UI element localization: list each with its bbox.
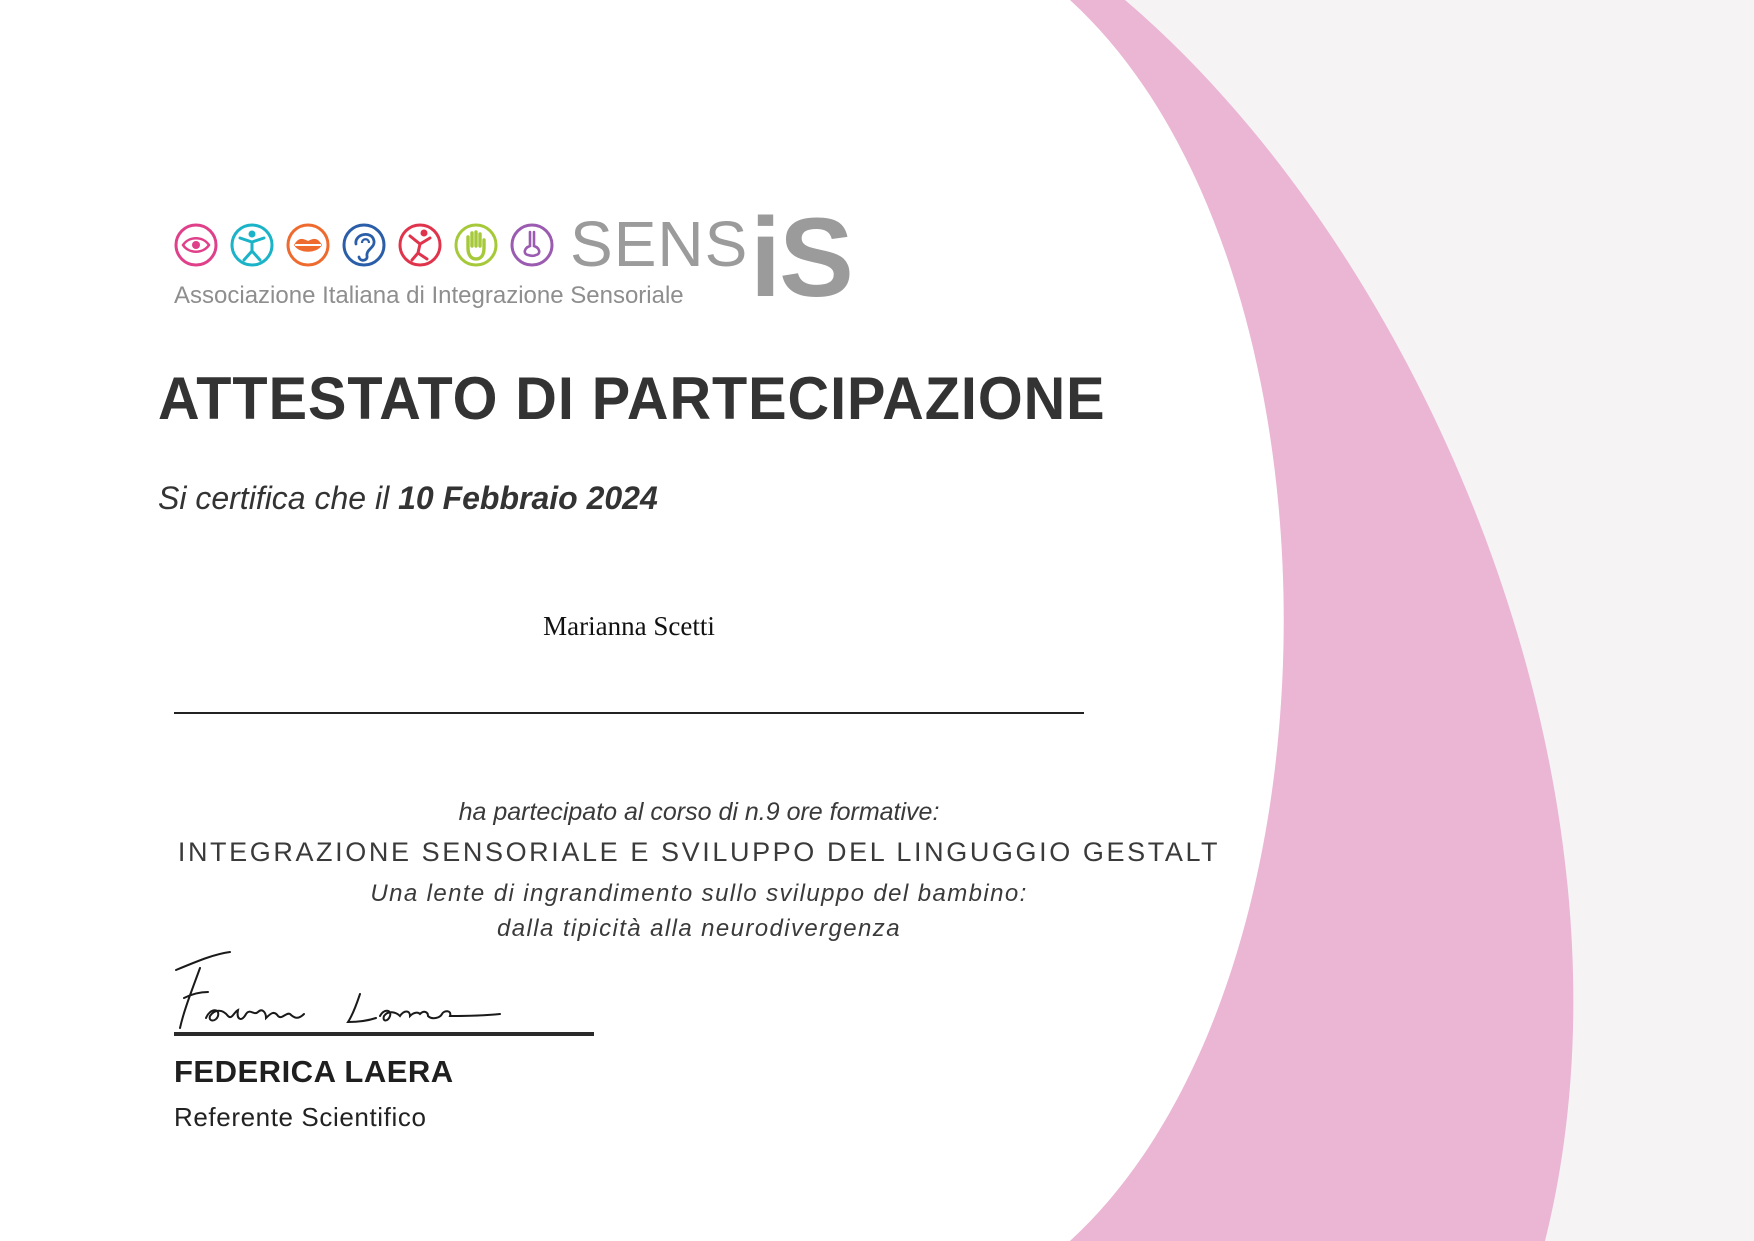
certificate-date: 10 Febbraio 2024 [398, 480, 658, 516]
logo-subtitle: Associazione Italiana di Integrazione Sensoriale [174, 282, 684, 309]
logo-wordmark: SENS [570, 208, 749, 280]
course-intro: ha partecipato al corso di n.9 ore formative: [458, 798, 940, 826]
body-icon [232, 225, 272, 265]
logo-sense-icons [174, 222, 554, 268]
sensis-logo [174, 195, 854, 320]
logo-wordmark-suffix: iS [750, 195, 852, 320]
signer-role: Referente Scientifico [174, 1102, 427, 1132]
movement-icon [400, 225, 440, 265]
participant-name-underline [174, 712, 1084, 714]
certify-line [158, 480, 658, 517]
participant-name: Marianna Scetti [543, 611, 715, 641]
lips-icon [288, 225, 328, 265]
course-block [174, 798, 1224, 946]
course-subtitle-line1: Una lente di ingrandimento sullo sviluppo del bambino: [370, 880, 1028, 907]
hand-icon [456, 225, 496, 265]
signer-name: FEDERICA LAERA [174, 1054, 454, 1089]
signature-line [174, 1032, 594, 1036]
certify-prefix: Si certifica che il [158, 480, 399, 516]
course-subtitle-line2: dalla tipicità alla neurodivergenza [497, 915, 901, 942]
certificate-title: ATTESTATO DI PARTECIPAZIONE [158, 365, 1106, 432]
eye-icon [176, 225, 216, 265]
course-title: INTEGRAZIONE SENSORIALE E SVILUPPO DEL LINGUGGIO GESTALT [177, 837, 1221, 867]
nose-icon [512, 225, 552, 265]
ear-icon [344, 225, 384, 265]
handwritten-signature [170, 950, 510, 1032]
